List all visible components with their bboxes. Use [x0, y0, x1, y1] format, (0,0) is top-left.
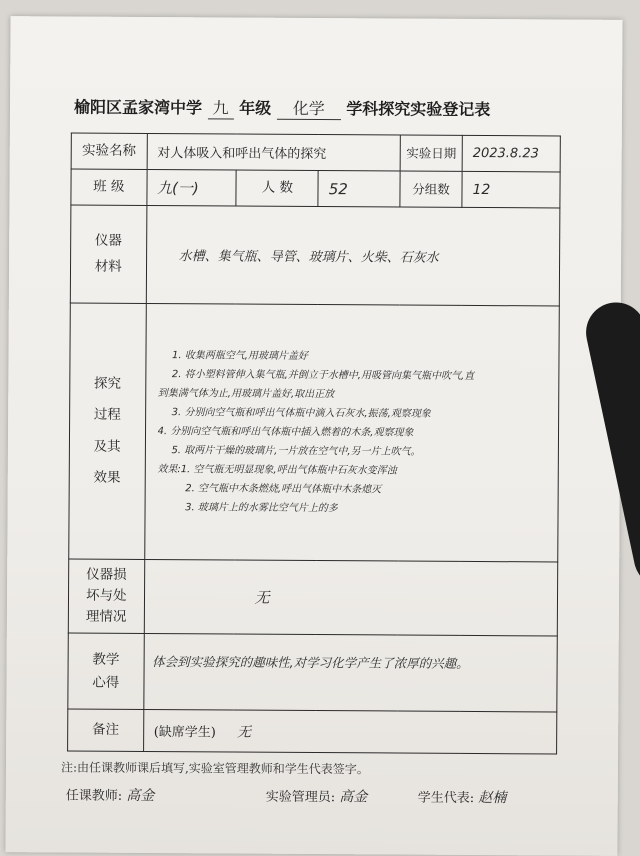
- student-label: 学生代表:: [417, 790, 475, 806]
- reflection-label-line: 教学: [92, 651, 120, 668]
- teacher-sig: 高金: [126, 787, 155, 805]
- materials-label: [70, 205, 146, 303]
- form-title-suffix: 学科探究实验登记表: [346, 99, 491, 120]
- registration-table: [67, 133, 561, 755]
- process-label: [69, 303, 146, 559]
- process-label-line: 探究: [94, 376, 122, 393]
- result-line: 效果:1. 空气瓶无明显现象,呼出气体瓶中石灰水变浑浊: [157, 464, 397, 477]
- process-content: [144, 303, 559, 562]
- form-title: [74, 95, 574, 122]
- damage-row: [68, 559, 557, 636]
- student-signature: [418, 787, 507, 808]
- count-value: 52: [318, 171, 400, 207]
- teacher-signature: [66, 784, 155, 805]
- school-name: 榆阳区孟家湾中学: [73, 97, 203, 118]
- class-label: 班 级: [71, 169, 147, 205]
- materials-label-line: 材料: [94, 258, 122, 275]
- damage-label: [68, 559, 144, 633]
- process-step: 4. 分别向空气瓶和呼出气体瓶中插入燃着的木条,观察现象: [157, 426, 414, 439]
- experiment-date-value: 2023.8.23: [462, 135, 560, 172]
- process-step: 1. 收集两瓶空气,用玻璃片盖好: [172, 350, 308, 362]
- process-label-line: 过程: [93, 407, 121, 424]
- class-value: 九(一): [146, 169, 236, 206]
- reflection-row: [68, 633, 557, 712]
- notes-content: [143, 709, 557, 754]
- process-step: 2. 将小塑料管伸入集气瓶,并倒立于水槽中,用吸管向集气瓶中吹气,直: [171, 369, 475, 382]
- reflection-label: [68, 633, 144, 709]
- teacher-label: 任课教师:: [65, 788, 123, 804]
- materials-row: [70, 205, 560, 306]
- absent-students-value: 无: [236, 724, 252, 741]
- admin-sig: 高金: [339, 789, 368, 806]
- grade-suffix: 年级: [239, 98, 272, 118]
- admin-label: 实验管理员:: [265, 789, 336, 806]
- materials-label-line: 仪器: [94, 232, 123, 249]
- reflection-value: 体会到实验探究的趣味性,对学习化学产生了浓厚的兴趣。: [143, 633, 557, 712]
- footer-note: 注:由任课教师课后填写,实验室管理教师和学生代表签字。: [60, 760, 369, 777]
- process-label-line: 及其: [93, 438, 121, 455]
- student-sig: 赵楠: [478, 790, 507, 807]
- process-step: 3. 分别向空气瓶和呼出气体瓶中滴入石灰水,振荡,观察现象: [171, 407, 431, 420]
- experiment-name-value: 对人体吸入和呼出气体的探究: [147, 133, 401, 171]
- count-label: 人 数: [236, 170, 318, 206]
- damage-label-line: 仪器损: [86, 566, 127, 583]
- materials-value: 水槽、集气瓶、导管、玻璃片、火柴、石灰水: [146, 205, 560, 306]
- signatures: [66, 784, 546, 811]
- experiment-row: [71, 133, 560, 172]
- damage-label-line: 坏与处: [85, 587, 127, 604]
- absent-students-label: (缺席学生): [153, 724, 216, 740]
- registration-form-sheet: [5, 16, 622, 856]
- process-step: 到集满气体为止,用玻璃片盖好,取出正放: [157, 388, 335, 401]
- process-row: [69, 303, 560, 562]
- notes-row: [68, 709, 557, 754]
- admin-signature: [266, 786, 368, 807]
- damage-label-line: 理情况: [85, 608, 127, 625]
- experiment-date-label: 实验日期: [400, 135, 462, 171]
- groups-label: 分组数: [400, 171, 462, 207]
- groups-value: 12: [462, 171, 560, 208]
- process-label-line: 效果: [93, 469, 121, 486]
- reflection-label-line: 心得: [92, 674, 120, 691]
- class-row: [71, 169, 560, 208]
- notes-label: 备注: [68, 709, 144, 751]
- result-line: 2. 空气瓶中木条燃烧,呼出气体瓶中木条熄灭: [185, 483, 382, 496]
- damage-value: 无: [144, 559, 558, 636]
- grade-field: 九: [208, 95, 234, 119]
- experiment-name-label: 实验名称: [71, 133, 147, 169]
- subject-field: 化学: [277, 96, 341, 120]
- result-line: 3. 玻璃片上的水雾比空气片上的多: [185, 502, 338, 515]
- process-step: 5. 取两片干燥的玻璃片,一片放在空气中,另一片上吹气。: [171, 445, 421, 458]
